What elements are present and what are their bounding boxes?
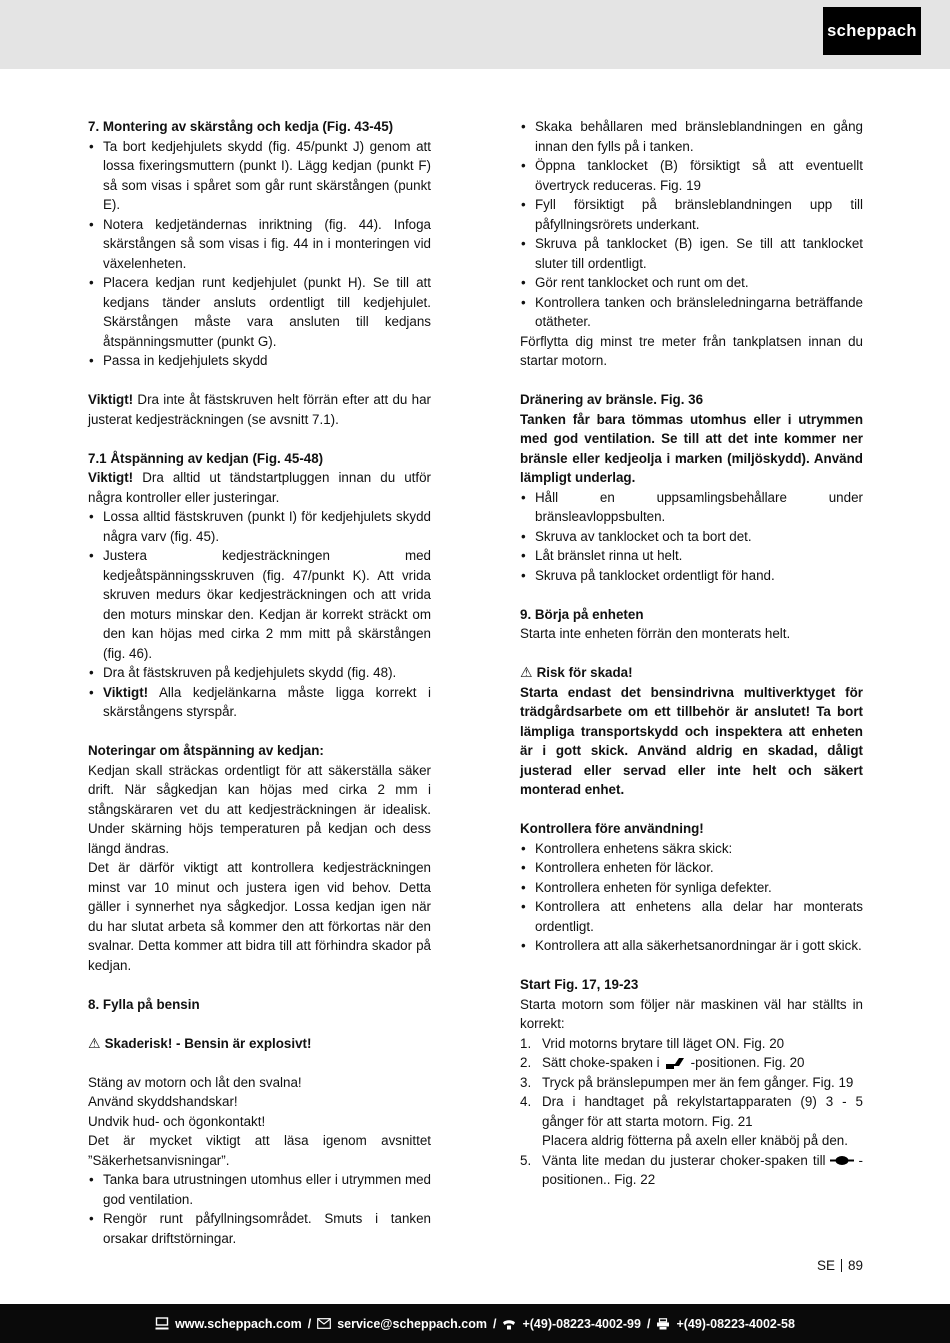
- paragraph: [520, 410, 863, 488]
- bullet-item: [520, 195, 863, 234]
- section-heading: [88, 449, 431, 469]
- text-run: Placera kedjan runt kedjehjulet (punkt H). Se till att kedjans tänder ansluts ordentligt till kedjehjulet. Skärstången måste vara ansluten till kedjans åtspänningsmutter (punkt G).: [103, 275, 431, 349]
- item-number: 4.: [520, 1094, 532, 1109]
- text-run: Risk för skada!: [536, 665, 633, 680]
- right-column: [520, 117, 863, 1248]
- page-number-divider: [841, 1259, 842, 1272]
- text-run: Viktigt!: [103, 684, 149, 700]
- bullet-item: [520, 897, 863, 936]
- paragraph: [520, 995, 863, 1034]
- text-run: Fyll försiktigt på bränsleblandningen upp till påfyllningsrörets underkant.: [535, 197, 863, 232]
- item-number: 1.: [520, 1035, 532, 1051]
- paragraph: [88, 1112, 431, 1132]
- footer-fax: +(49)-08223-4002-58: [676, 1316, 795, 1331]
- text-run: Viktigt!: [88, 470, 134, 485]
- text-run: Dra inte åt fästskruven helt förrän efter att du har justerat kedjesträckningen (se avsnitt 7.1).: [88, 392, 431, 427]
- text-run: Noteringar om åtspänning av kedjan:: [88, 743, 324, 758]
- bullet-item: [520, 293, 863, 332]
- item-text: [542, 1075, 853, 1090]
- section-heading: [520, 975, 863, 995]
- text-run: Låt bränslet rinna ut helt.: [535, 548, 683, 563]
- text-run: Ta bort kedjehjulets skydd (fig. 45/punkt J) genom att lossa fixeringsmuttern (punkt I). Lägg kedjan (punkt F) så som visas i spåret som går runt skärstången (punkt E).: [103, 138, 431, 212]
- warning-heading: [520, 663, 863, 683]
- choke-open-icon: [830, 1155, 854, 1166]
- text-run: 7.1 Åtspänning av kedjan (Fig. 45-48): [88, 450, 324, 466]
- text-run: Skruva av tanklocket och ta bort det.: [535, 528, 752, 544]
- text-run: Kontrollera före användning!: [520, 821, 704, 836]
- bullet-item: [520, 488, 863, 527]
- text-run: Starta inte enheten förrän den monterats helt.: [520, 626, 791, 641]
- footer-separator: /: [646, 1316, 651, 1331]
- text-run: Kontrollera enheten för synliga defekter.: [535, 879, 772, 895]
- text-run: Gör rent tanklocket och runt om det.: [535, 275, 749, 290]
- text-run: Skaka behållaren med bränsleblandningen en gång innan den fylls på i tanken.: [535, 119, 863, 154]
- bullet-item: [520, 527, 863, 547]
- numbered-item: [520, 1151, 863, 1190]
- paragraph: [88, 468, 431, 507]
- text-run: 9. Börja på enheten: [520, 606, 644, 622]
- text-run: Dränering av bränsle. Fig. 36: [520, 392, 704, 407]
- footer-separator: /: [307, 1316, 312, 1331]
- item-number: 5.: [520, 1152, 532, 1168]
- bullet-list: [88, 137, 431, 371]
- text-run: Kontrollera att alla säkerhetsanordningar är i gott skick.: [535, 938, 862, 953]
- text-run: Tanken får bara tömmas utomhus eller i utrymmen med god ventilation. Se till att det inte kommer ner bränsle eller kedjeolja i marken (miljöskydd). Använd lämpligt underlag.: [520, 411, 863, 485]
- paragraph: [520, 624, 863, 644]
- text-run: Starta motorn som följer när maskinen väl har ställts in korrekt:: [520, 996, 863, 1031]
- item-number: 3.: [520, 1074, 532, 1090]
- item-text: [542, 1036, 784, 1051]
- text-run: Använd skyddshandskar!: [88, 1094, 238, 1109]
- bullet-item: [520, 839, 863, 859]
- numbered-item: [520, 1034, 863, 1054]
- bullet-list: [520, 117, 863, 332]
- phone-icon: [502, 1318, 516, 1330]
- fax-icon: [656, 1318, 670, 1330]
- text-run: Det är mycket viktigt att läsa igenom avsnittet ”Säkerhetsanvisningar”.: [88, 1133, 431, 1168]
- paragraph: [88, 858, 431, 975]
- footer-phone: +(49)-08223-4002-99: [522, 1316, 641, 1331]
- text-run: Dra i handtaget på rekylstartapparaten (9) 3 - 5 gånger för att starta motorn. Fig. 21: [542, 1094, 863, 1129]
- bullet-item: [520, 936, 863, 956]
- item-extra: [542, 1131, 863, 1151]
- text-run: Starta endast det bensindrivna multiverktyget för trädgårdsarbete om ett tillbehör är anslutet! Ta bort lämpliga transportskydd och inspektera att enheten är i gott skick. Använd aldrig en skadad, dåligt justerad eller servad eller inte helt och säkert monterad enhet.: [520, 684, 863, 797]
- section-heading: [88, 995, 431, 1015]
- paragraph: [520, 332, 863, 371]
- bullet-item: [88, 683, 431, 722]
- text-run: Tanka bara utrustningen utomhus eller i utrymmen med god ventilation.: [103, 1172, 431, 1207]
- text-run: Tryck på bränslepumpen mer än fem gånger. Fig. 19: [542, 1074, 854, 1090]
- brand-name: scheppach: [827, 21, 917, 40]
- text-run: Alla kedjelänkarna måste ligga korrekt i skärstångens styrspår.: [103, 684, 432, 719]
- text-run: Justera kedjesträckningen med kedjeåtspänningsskruven (fig. 47/punkt K). Att vrida skruven medurs ökar kedjesträckningen och att vrida den moturs minskar den. Kedjan är korrekt sträckt om den kan höjas med cirka 2 mm mitt på skärstången (fig. 46).: [103, 548, 431, 661]
- bullet-item: [520, 273, 863, 293]
- numbered-item: [520, 1073, 863, 1093]
- text-run: Håll en uppsamlingsbehållare under bränsleavloppsbulten.: [535, 489, 863, 524]
- text-run: Dra åt fästskruven på kedjehjulets skydd (fig. 48).: [103, 665, 397, 680]
- text-run: Skaderisk! - Bensin är explosivt!: [104, 1035, 312, 1051]
- text-run: Start Fig. 17, 19-23: [520, 977, 639, 992]
- bullet-item: [88, 215, 431, 274]
- scheppach-logo: [823, 7, 921, 55]
- page-lang: SE: [816, 1258, 835, 1273]
- item-text: [542, 1094, 863, 1151]
- text-run: Notera kedjetändernas inriktning (fig. 44). Infoga skärstången så som visas i fig. 44 in i monteringen vid växelenheten.: [103, 216, 431, 271]
- envelope-icon: [317, 1318, 331, 1329]
- item-number: 2.: [520, 1055, 532, 1070]
- bullet-item: [88, 663, 431, 683]
- bullet-list: [88, 1170, 431, 1248]
- bullet-item: [88, 351, 431, 371]
- text-run: Undvik hud- och ögonkontakt!: [88, 1113, 266, 1129]
- text-run: Stäng av motorn och låt den svalna!: [88, 1074, 302, 1090]
- text-run: -positionen.. Fig. 22: [542, 1152, 863, 1187]
- page-num: 89: [847, 1258, 863, 1273]
- text-run: Passa in kedjehjulets skydd: [103, 353, 268, 368]
- bullet-item: [520, 234, 863, 273]
- section-heading: [88, 741, 431, 761]
- item-text: [542, 1153, 863, 1188]
- text-run: Förflytta dig minst tre meter från tankplatsen innan du startar motorn.: [520, 333, 863, 368]
- text-run: Kontrollera att enhetens alla delar har monterats ordentligt.: [535, 899, 863, 934]
- paragraph: [520, 683, 863, 800]
- text-run: Kedjan skall sträckas ordentligt för att säkerställa säker drift. När sågkedjan kan höjas med cirka 2 mm i stångskäraren vet du att kedjesträckningen är idealisk. Under skärning höjs temperaturen på kedjan och dess längd ändras.: [88, 762, 431, 856]
- section-heading: [520, 819, 863, 839]
- header-bar: [0, 0, 950, 69]
- bullet-item: [520, 156, 863, 195]
- paragraph: [88, 1092, 431, 1112]
- paragraph: [88, 1073, 431, 1093]
- bullet-list: [520, 839, 863, 956]
- numbered-list: [520, 1034, 863, 1190]
- text-run: Kontrollera enheten för läckor.: [535, 860, 714, 875]
- bullet-item: [88, 546, 431, 663]
- section-heading: [520, 605, 863, 625]
- footer-contact-bar: [0, 1304, 950, 1343]
- footer-website: www.scheppach.com: [175, 1316, 302, 1331]
- bullet-item: [88, 273, 431, 351]
- text-run: Kontrollera enhetens säkra skick:: [535, 840, 733, 856]
- bullet-item: [520, 546, 863, 566]
- bullet-list: [520, 488, 863, 586]
- footer-separator: /: [492, 1316, 497, 1331]
- paragraph: [88, 390, 431, 429]
- footer-email: service@scheppach.com: [337, 1316, 487, 1331]
- text-run: Vrid motorns brytare till läget ON. Fig. 20: [542, 1035, 785, 1051]
- text-run: Dra alltid ut tändstartpluggen innan du utför några kontroller eller justeringar.: [88, 470, 431, 505]
- text-run: Placera aldrig fötterna på axeln eller knäböj på den.: [542, 1133, 848, 1148]
- text-run: Lossa alltid fästskruven (punkt I) för kedjehjulets skydd några varv (fig. 45).: [103, 509, 431, 544]
- text-run: 8. Fylla på bensin: [88, 996, 200, 1012]
- page-number: [817, 1258, 863, 1273]
- text-run: -positionen. Fig. 20: [690, 1055, 805, 1070]
- numbered-item: [520, 1092, 863, 1151]
- paragraph: [88, 761, 431, 859]
- text-run: Det är därför viktigt att kontrollera kedjesträckningen minst var 10 minut och justera igen vid behov. Detta gäller i synnerhet nya sågkedjor. Lossa kedjan igen när du har slutat arbeta så kommer den att förkortas när den svalnar. Detta kommer att bidra till att förhindra skador på kedjan.: [88, 860, 431, 973]
- paragraph: [88, 1131, 431, 1170]
- bullet-item: [520, 117, 863, 156]
- bullet-item: [520, 858, 863, 878]
- left-column: [88, 117, 431, 1248]
- bullet-item: [520, 566, 863, 586]
- warning-triangle-icon: ⚠: [520, 664, 533, 680]
- bullet-item: [88, 137, 431, 215]
- page-content: [88, 117, 863, 1248]
- text-run: Öppna tanklocket (B) försiktigt så att eventuellt övertryck reduceras. Fig. 19: [535, 158, 863, 193]
- item-text: [542, 1055, 805, 1070]
- text-run: Rengör runt påfyllningsområdet. Smuts i tanken orsakar driftstörningar.: [103, 1211, 431, 1246]
- text-run: 7. Montering av skärstång och kedja (Fig. 43-45): [88, 119, 394, 134]
- bullet-item: [88, 1209, 431, 1248]
- text-run: Kontrollera tanken och bränsleledningarna beträffande otätheter.: [535, 294, 863, 329]
- warning-triangle-icon: ⚠: [88, 1034, 101, 1051]
- text-run: Vänta lite medan du justerar choker-spaken till: [542, 1152, 826, 1168]
- numbered-item: [520, 1053, 863, 1073]
- text-run: Viktigt!: [88, 392, 134, 407]
- bullet-list: [88, 507, 431, 722]
- computer-icon: [155, 1317, 169, 1330]
- text-run: Sätt choke-spaken i: [542, 1055, 660, 1070]
- text-run: Skruva på tanklocket (B) igen. Se till att tanklocket sluter till ordentligt.: [535, 236, 863, 271]
- bullet-item: [88, 1170, 431, 1209]
- bullet-item: [88, 507, 431, 546]
- warning-heading: [88, 1034, 431, 1054]
- text-run: Skruva på tanklocket ordentligt för hand.: [535, 567, 775, 583]
- section-heading: [88, 117, 431, 137]
- section-heading: [520, 390, 863, 410]
- bullet-item: [520, 878, 863, 898]
- choke-closed-icon: [664, 1057, 686, 1070]
